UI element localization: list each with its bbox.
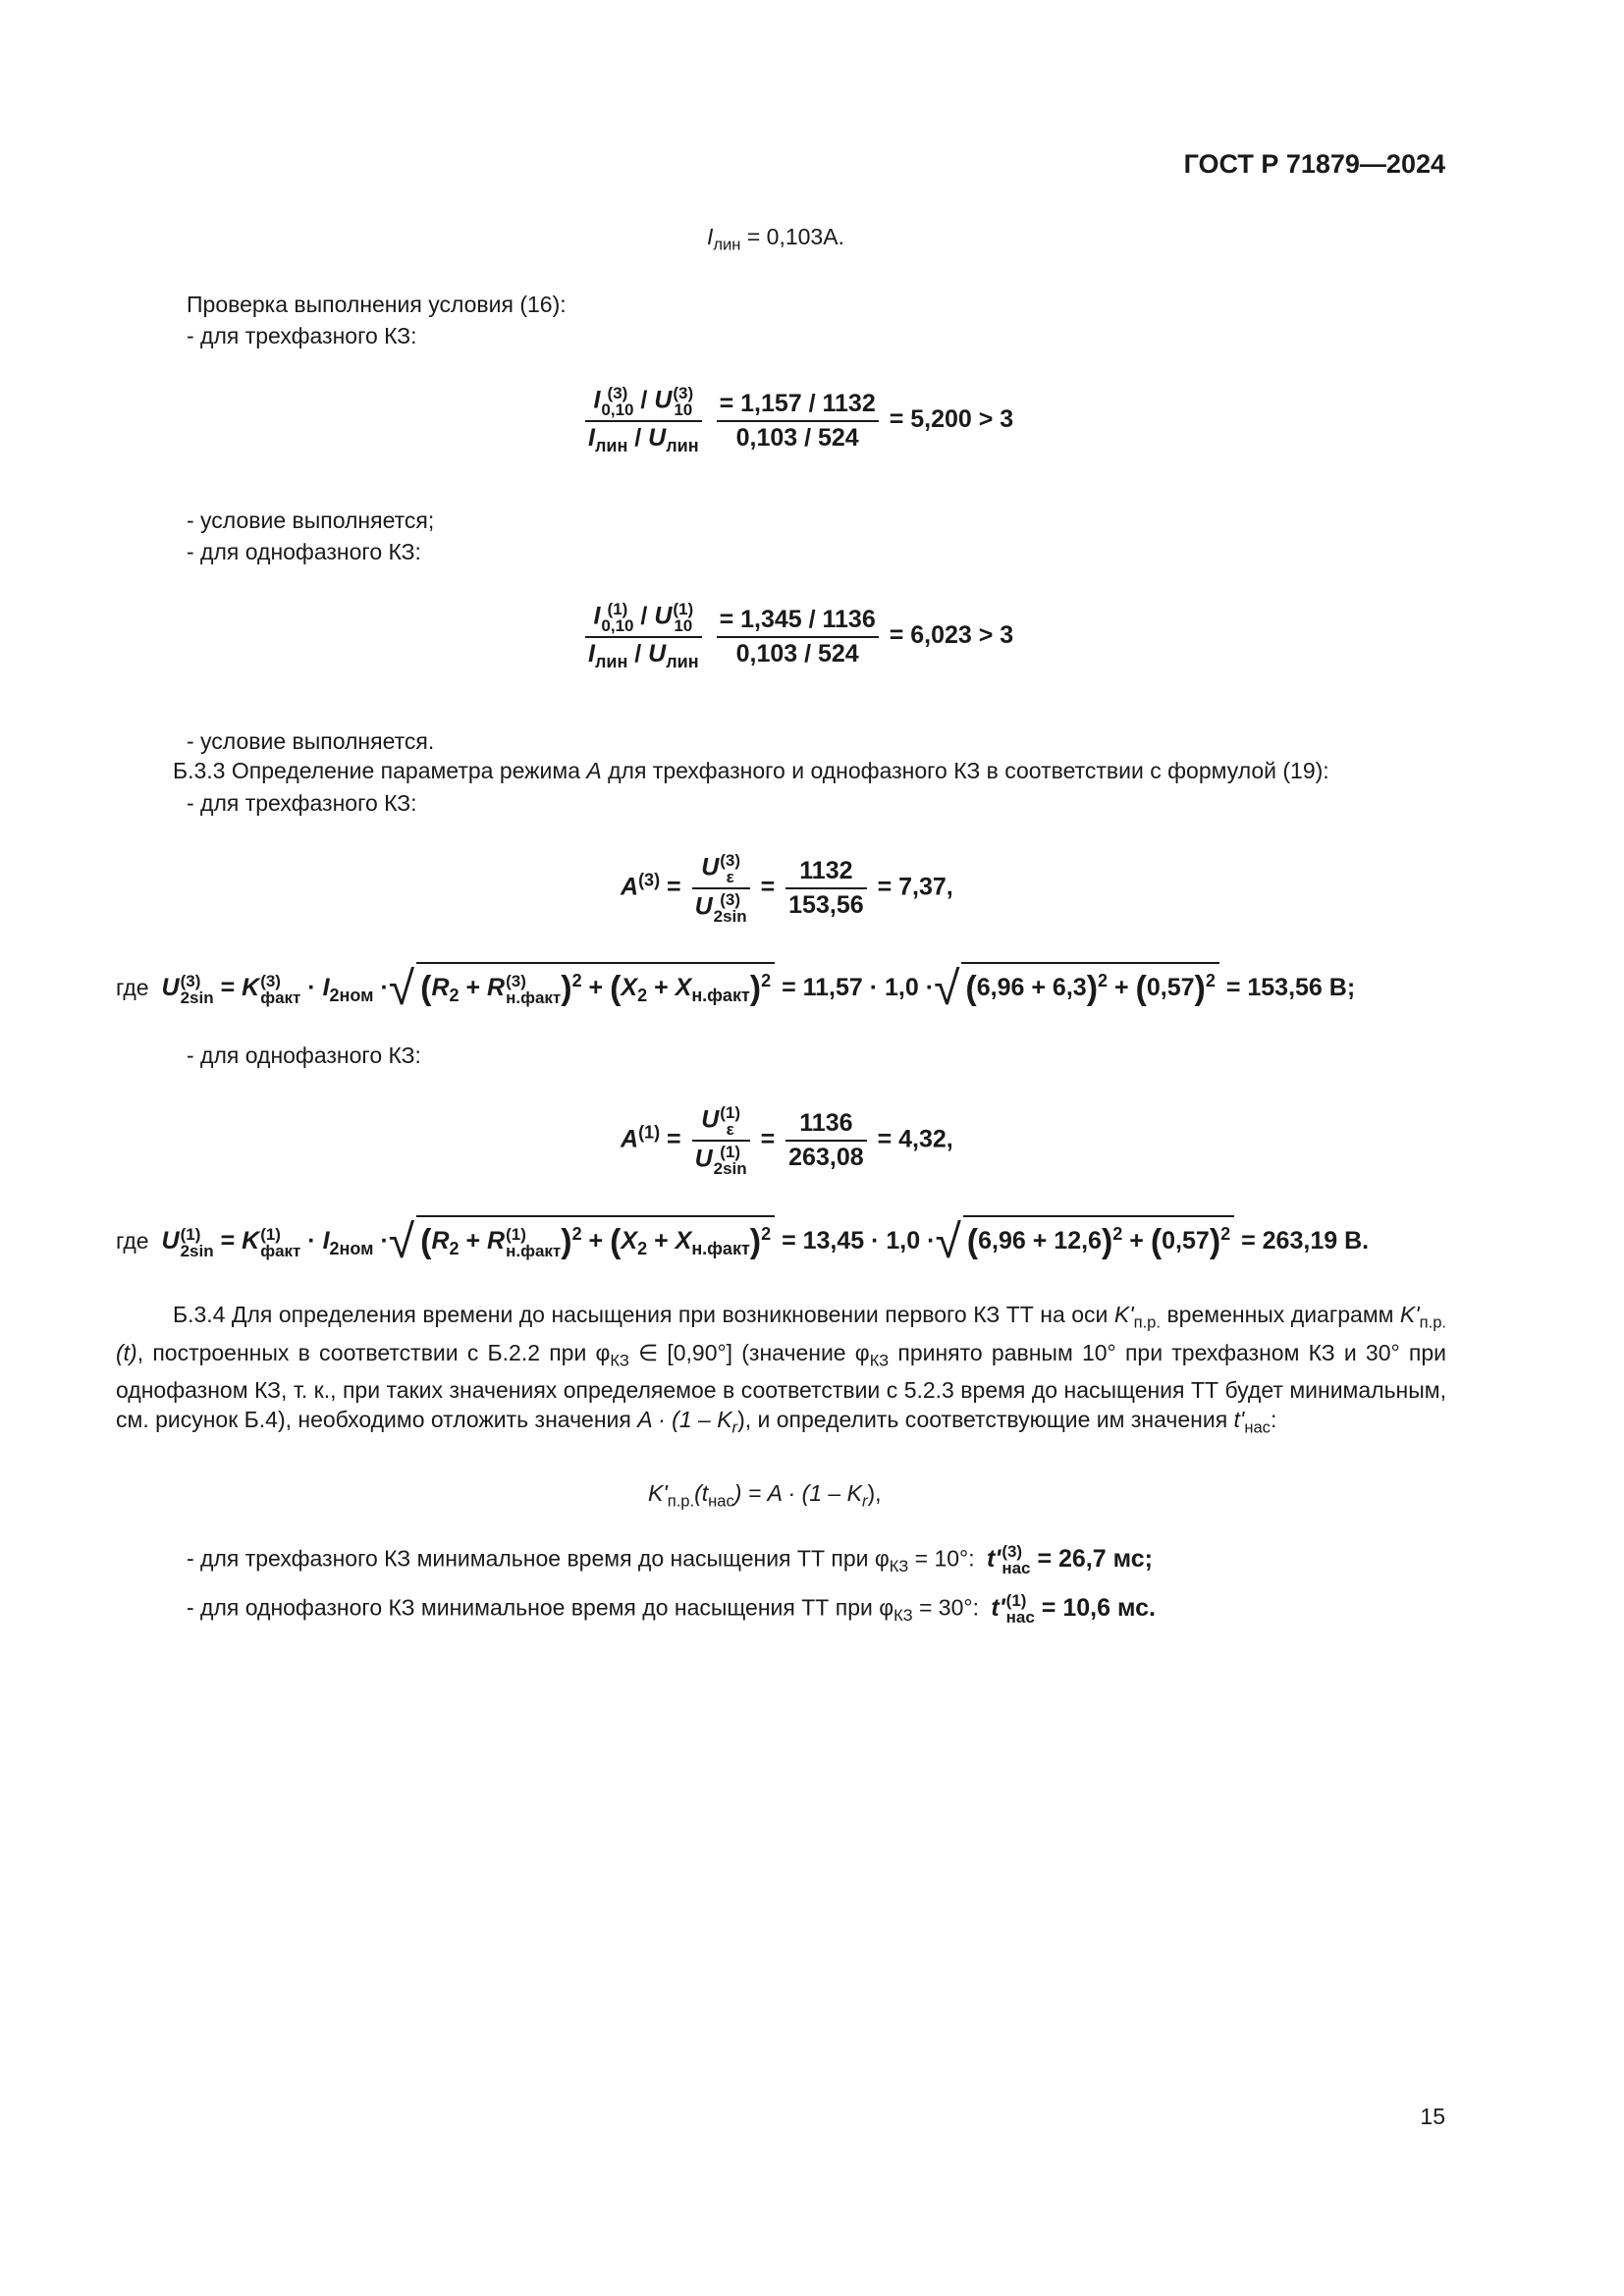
condition-ok-1: - условие выполняется; — [187, 507, 435, 533]
page-number: 15 — [1420, 2104, 1445, 2129]
formula-u2sin-three-phase: где U (3) 2sin = K (3) факт · $I_{2ном}$ ·√ ($R_2 + R$ (3) н.факт )$^2 + (X_2 + X_{н.факт})^2 = 11,57 \cdot 1,0$ ·√ $(6,96 + 6,3)^2 + (0,57)^2 = 153,56$ В; — [116, 963, 1356, 1015]
i-lin-equation: $I_{лин} = 0,103А$. — [707, 224, 844, 254]
min-time-three-phase: - для трехфазного КЗ минимальное время до насыщения ТТ при $\varphi_{КЗ} = 10^\circ$: t' (3) нас = 26,7 мс; — [187, 1542, 1153, 1577]
b33-one-phase-label: - для однофазного КЗ: — [187, 1042, 421, 1068]
formula-u2sin-one-phase: где U (1) 2sin = K (1) факт · $I_{2ном}$ ·√ ($R_2 + R$ (1) н.факт )$^2 + (X_2 + X_{н.факт})^2 = 13,45 \cdot 1,0$ ·√ $(6,96 + 12,6)^2 + (0,57)^2 = 263,19$ В. — [116, 1216, 1370, 1268]
formula-a1: $A^{(1)}$ = U (1) ε U (1) 2sin = $\frac{1136}{263,08}$ = 4,32, — [621, 1103, 953, 1178]
formula-check-three-phase: I (3) 0,10 / U (3) 10 $I_{лин} / U_{лин}$ $\frac{= 1,157 / 1132}{0,103 / 524}$ = 5,200 > 3 — [581, 385, 1013, 456]
document-code: ГОСТ Р 71879—2024 — [1183, 149, 1445, 179]
check-heading: Проверка выполнения условия (16): — [187, 292, 567, 317]
condition-ok-2: - условие выполняется. — [187, 728, 435, 754]
b34-paragraph: Б.3.4 Для определения времени до насыщения при возникновении первого КЗ ТТ на оси $K'_{п.р.}$ временных диаграмм $K'_{п.р.}(t)$, построенных в соответствии с Б.2.2 при $\varphi_{КЗ}$ ∈ [0,90°] (значение $\varphi_{КЗ}$ принято равным 10° при трехфазном КЗ и 30° при однофазном КЗ, т. к., при таких значениях определяемое в соответствии с 5.2.3 время до насыщения ТТ будет минимальным, см. рисунок Б.4), необходимо отложить значения $A \cdot (1 - K_r)$, и определить соответствующие им значения $t'_{нас}$: — [116, 1302, 1447, 1437]
one-phase-label: - для однофазного КЗ: — [187, 539, 421, 564]
kpr-equation: $K'_{п.р.}(t_{нас}) = A \cdot (1 - K_r)$, — [648, 1480, 882, 1511]
formula-check-one-phase: I (1) 0,10 / U (1) 10 $I_{лин} / U_{лин}$ $\frac{= 1,345 / 1136}{0,103 / 524}$ = 6,023 > 3 — [581, 601, 1013, 672]
b33-paragraph: Б.3.3 Определение параметра режима A для трехфазного и однофазного КЗ в соответствии с формулой (19): — [173, 758, 1329, 783]
three-phase-label: - для трехфазного КЗ: — [187, 323, 417, 348]
b33-three-phase-label: - для трехфазного КЗ: — [187, 790, 417, 816]
formula-a3: $A^{(3)}$ = U (3) ε U (3) 2sin = $\frac{1132}{153,56}$ = 7,37, — [621, 851, 953, 926]
min-time-one-phase: - для однофазного КЗ минимальное время до насыщения ТТ при $\varphi_{КЗ} = 30^\circ$: t' (1) нас = 10,6 мс. — [187, 1591, 1156, 1627]
